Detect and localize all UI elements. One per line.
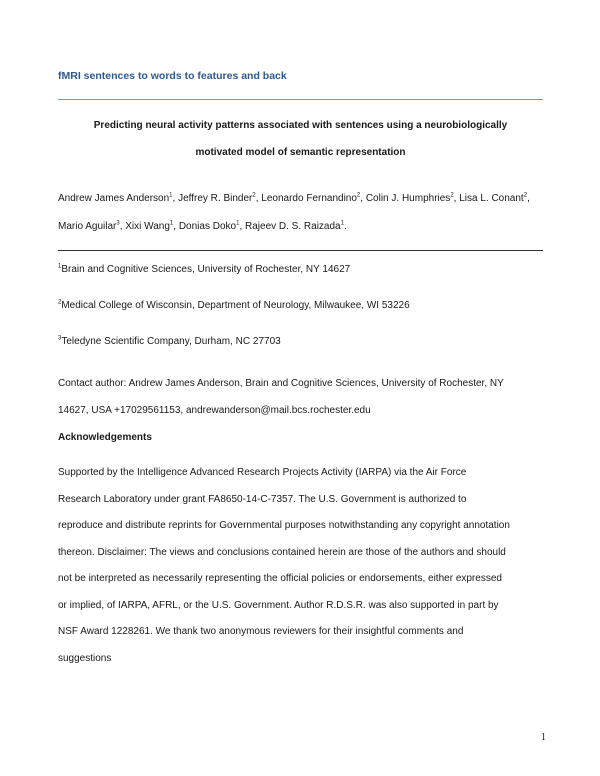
author-affiliation-marker: 1 (169, 220, 174, 227)
paper-title (58, 112, 543, 166)
author-name: Leonardo Fernandino (261, 193, 357, 204)
author-name: Rajeev D. S. Raizada (245, 221, 341, 232)
author-name: Colin J. Humphries (365, 193, 451, 204)
author-name: Lisa L. Conant (459, 193, 524, 204)
author-separator: , (172, 193, 179, 204)
affiliation-number: 2 (58, 299, 62, 306)
author-affiliation-marker: 2 (356, 192, 361, 199)
paper-title-line-2: motivated model of semantic representation (195, 147, 406, 158)
affiliation-2 (58, 300, 410, 311)
header-rule (58, 99, 543, 100)
affiliation-3 (58, 336, 281, 347)
ack-line: Research Laboratory under grant FA8650-14-C-7357. The U.S. Government is authorized to (58, 493, 467, 505)
acknowledgements-body (58, 460, 548, 672)
author-separator: , (360, 193, 366, 204)
page-number: 1 (541, 732, 546, 743)
contact-line-1: Contact author: Andrew James Anderson, Brain and Cognitive Sciences, University of Rochester, NY (58, 378, 504, 389)
acknowledgements-heading: Acknowledgements (58, 432, 152, 443)
author-affiliation-marker: 2 (252, 192, 256, 199)
author-separator: , (453, 193, 460, 204)
author-name: Jeffrey R. Binder (178, 193, 253, 204)
ack-line: suggestions (58, 652, 112, 664)
affiliation-text: Teledyne Scientific Company, Durham, NC 27703 (61, 336, 281, 347)
contact-line-2: 14627, USA +17029561153, andrewanderson@mail.bcs.rochester.edu (58, 405, 371, 416)
author-list (58, 185, 543, 241)
ack-line: or implied, of IARPA, AFRL, or the U.S. Government. Author R.D.S.R. was also supported in part by (58, 599, 499, 611)
author-separator: , (527, 193, 530, 204)
author-name: Xixi Wang (125, 221, 170, 232)
ack-line: reproduce and distribute reprints for Governmental purposes notwithstanding any copyright annotation (58, 520, 510, 531)
author-name: Donias Doko (178, 221, 237, 232)
ack-line: Supported by the Intelligence Advanced Research Projects Activity (IARPA) via the Air Force (58, 467, 467, 478)
affiliation-1 (58, 264, 350, 275)
author-name: Mario Aguilar (58, 221, 117, 232)
author-affiliation-marker: 1 (169, 192, 173, 199)
author-separator: . (343, 221, 347, 232)
ack-line: NSF Award 1228261. We thank two anonymous reviewers for their insightful comments and (58, 626, 464, 637)
ack-line: thereon. Disclaimer: The views and conclusions contained herein are those of the authors and should (58, 546, 506, 558)
affiliation-number: 3 (58, 335, 62, 342)
affiliation-number: 1 (58, 263, 62, 270)
affiliation-text: Medical College of Wisconsin, Department of Neurology, Milwaukee, WI 53226 (61, 300, 410, 311)
contact-block (58, 370, 543, 424)
author-affiliation-marker: 2 (523, 192, 528, 199)
running-title: fMRI sentences to words to features and back (58, 70, 287, 82)
author-separator: , (239, 221, 245, 232)
author-affiliation-marker: 1 (236, 220, 240, 227)
paper-title-line-1: Predicting neural activity patterns associated with sentences using a neurobiologically (93, 120, 508, 131)
author-affiliation-marker: 2 (450, 192, 454, 199)
author-separator: , (119, 221, 126, 232)
author-separator: , (255, 193, 262, 204)
ack-line: not be interpreted as necessarily representing the official policies or endorsements, either expressed (58, 573, 502, 584)
author-name: Andrew James Anderson (58, 193, 170, 204)
author-rule (58, 250, 543, 251)
affiliation-text: Brain and Cognitive Sciences, University of Rochester, NY 14627 (61, 264, 351, 275)
author-affiliation-marker: 3 (116, 220, 120, 227)
author-separator: , (173, 221, 179, 232)
author-affiliation-marker: 1 (340, 220, 344, 227)
